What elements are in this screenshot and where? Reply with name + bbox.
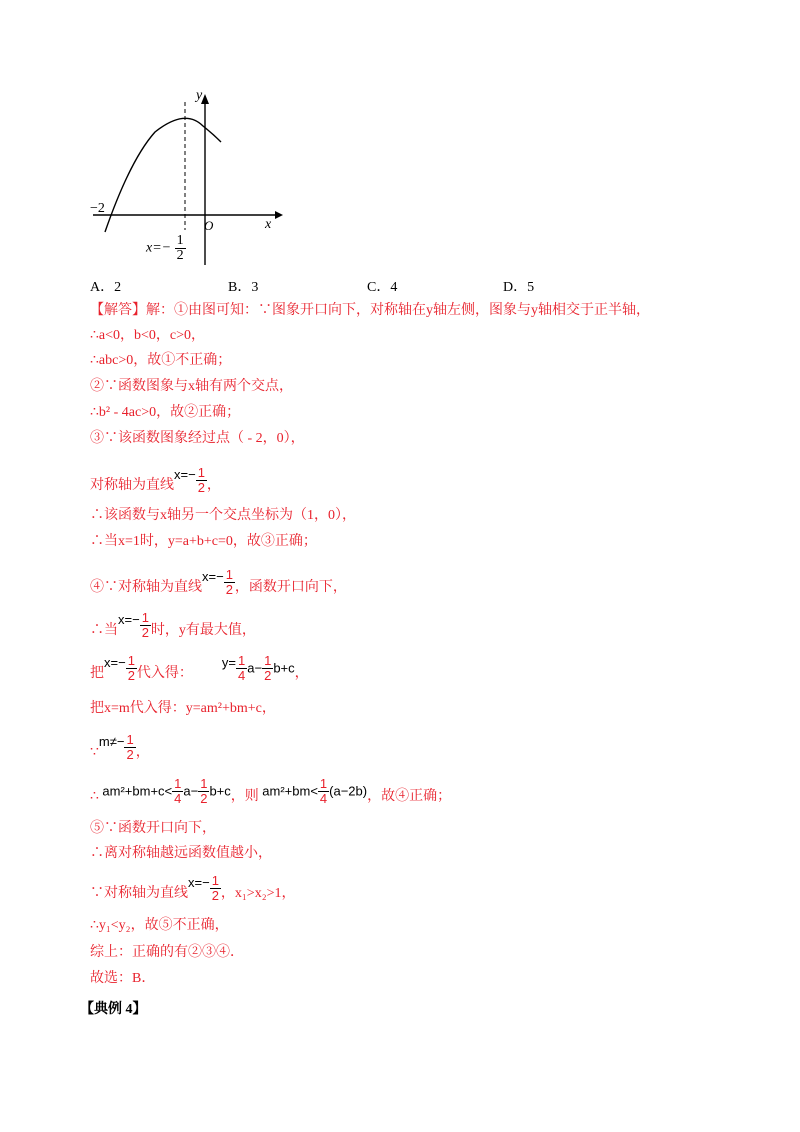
graph-neg2-label: −2 — [90, 201, 105, 216]
example-heading: 【典例 4】 — [80, 1002, 147, 1017]
solution-line-12: 把x=− $\frac{1}{2}$ 代入得： y= $\frac{1}{4}$ a− $\frac{1}{2}$ b+c， — [90, 653, 309, 683]
solution-line-14: ∵m≠− $\frac{1}{2}$ ， — [90, 732, 150, 762]
solution-line-2: ∴a<0，b<0，c>0， — [90, 328, 206, 343]
solution-line-13: 把x=m代入得：y=am²+bm+c， — [90, 701, 276, 716]
solution-line-18: ∵对称轴为直线x=− $\frac{1}{2}$ ，x₁>x₂>1， — [90, 873, 296, 903]
solution-line-21: 故选：B． — [90, 971, 156, 986]
solution-line-6: ③∵该函数图象经过点（ - 2，0）， — [90, 431, 305, 446]
solution-line-10: ④∵对称轴为直线x=− $\frac{1}{2}$ ，函数开口向下， — [90, 567, 347, 597]
solution-line-15: ∴ am²+bm+c< $\frac{1}{4}$ a− $\frac{1}{2}$ b+c，则 am²+bm< $\frac{1}{4}$ (a−2b)，故④正确； — [90, 776, 452, 806]
solution-line-16: ⑤∵函数开口向下， — [90, 821, 216, 836]
solution-line-9: ∴当x=1时，y=a+b+c=0，故③正确； — [90, 534, 317, 549]
solution-line-5: ∴b² - 4ac>0，故②正确； — [90, 405, 241, 420]
option-d[interactable]: D．5 — [503, 280, 535, 295]
solution-line-17: ∴离对称轴越远函数值越小， — [90, 846, 272, 861]
graph-origin-label: O — [204, 218, 214, 233]
graph-axis-equation: x=− $\frac{1}{2}$ — [146, 233, 184, 263]
option-b[interactable]: B．3 — [228, 280, 259, 295]
solution-line-3: ∴abc>0，故①不正确； — [90, 353, 232, 368]
solution-line-7: 对称轴为直线x=− $\frac{1}{2}$ ， — [90, 465, 221, 495]
solution-line-20: 综上：正确的有②③④． — [90, 945, 244, 960]
solution-line-19: ∴y₁<y₂，故⑤不正确， — [90, 918, 229, 933]
graph-x-label: x — [265, 217, 272, 232]
solution-line-11: ∴当x=− $\frac{1}{2}$ 时，y有最大值， — [90, 610, 256, 640]
option-c[interactable]: C．4 — [367, 280, 398, 295]
solution-line-8: ∴该函数与x轴另一个交点坐标为（1，0）， — [90, 508, 356, 523]
graph-y-label: y — [196, 88, 203, 103]
x-axis-arrow — [275, 211, 283, 219]
solution-line-4: ②∵函数图象与x轴有两个交点， — [90, 379, 293, 394]
solution-line-1: 【解答】解：①由图可知：∵图象开口向下，对称轴在y轴左侧，图象与y轴相交于正半轴， — [90, 303, 650, 318]
option-a[interactable]: A．2 — [90, 280, 122, 295]
